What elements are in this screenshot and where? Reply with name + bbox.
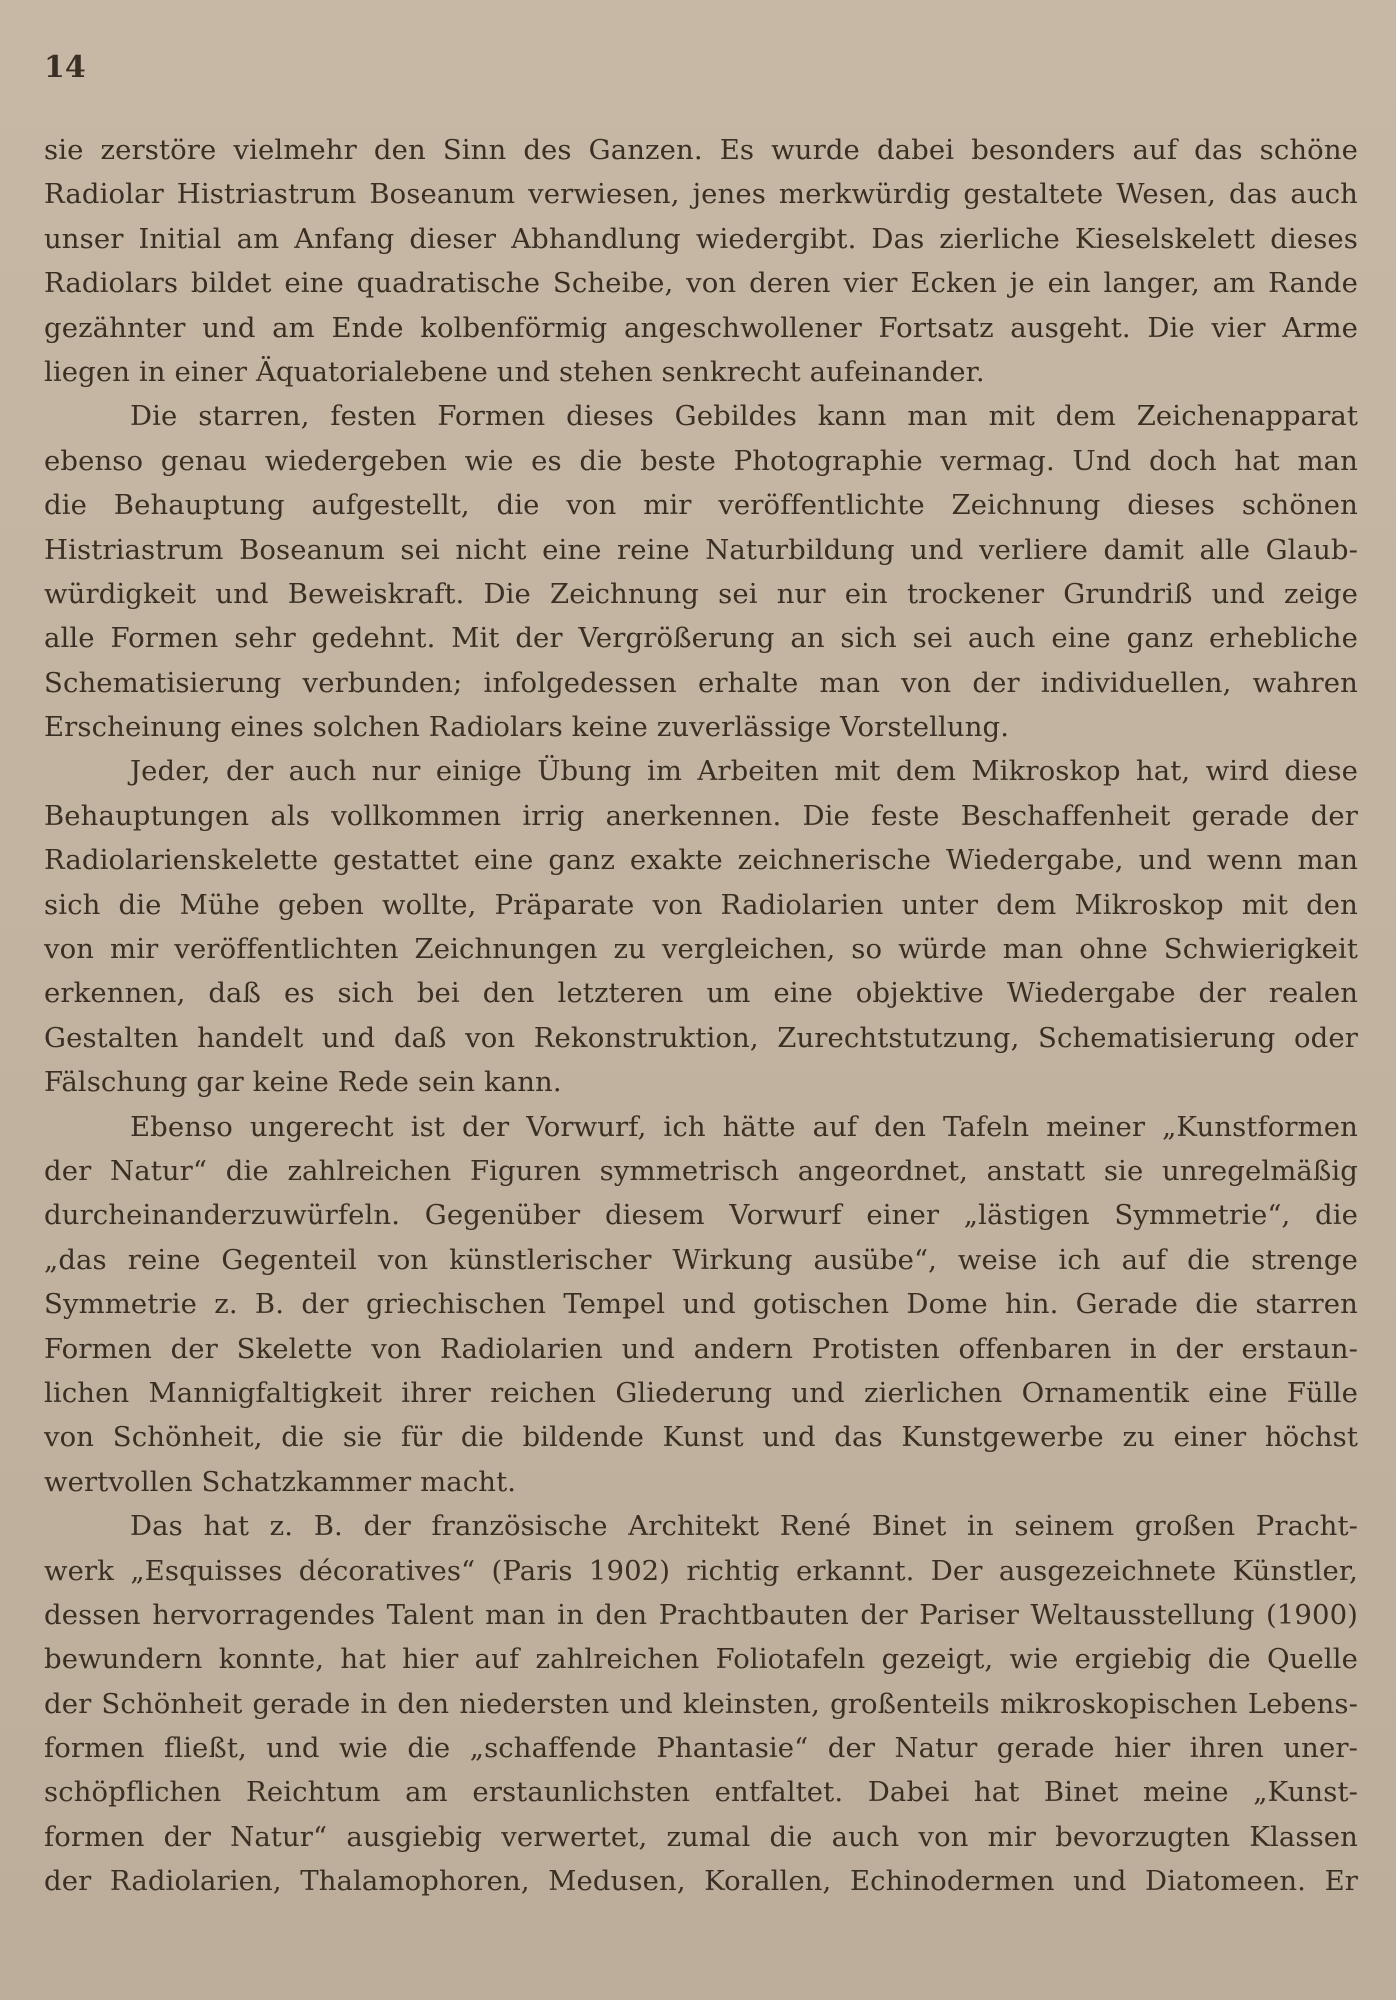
text-line: Schematisierung verbunden; infolgedessen erhalte man von der individuellen, wahren [44, 666, 1358, 699]
text-line: formen fließt, und wie die „schaffende Phantasie“ der Natur gerade hier ihren uner- [44, 1732, 1358, 1765]
text-line: bewundern konnte, hat hier auf zahlreichen Foliotafeln gezeigt, wie ergiebig die Quelle [44, 1643, 1358, 1676]
text-line: Formen der Skelette von Radiolarien und andern Protisten offenbaren in der erstaun- [44, 1332, 1358, 1365]
text-line: gezähnter und am Ende kolbenförmig angeschwollener Fortsatz ausgeht. Die vier Arme [44, 311, 1358, 344]
page-number: 14 [44, 50, 86, 85]
text-line: die Behauptung aufgestellt, die von mir veröffentlichte Zeichnung dieses schönen [44, 489, 1358, 522]
text-line: Radiolarienskelette gestattet eine ganz exakte zeichnerische Wiedergabe, und wenn man [44, 844, 1358, 877]
text-line: unser Initial am Anfang dieser Abhandlung wiedergibt. Das zierliche Kieselskelett dieses [44, 222, 1358, 255]
text-line: der Radiolarien, Thalamophoren, Medusen, Korallen, Echinodermen und Diatomeen. Er [44, 1865, 1358, 1898]
text-line: Behauptungen als vollkommen irrig anerkennen. Die feste Beschaffenheit gerade der [44, 799, 1358, 832]
text-line: wertvollen Schatzkammer macht. [44, 1465, 517, 1498]
text-line: von Schönheit, die sie für die bildende Kunst und das Kunstgewerbe zu einer höchst [44, 1421, 1358, 1454]
text-line: sie zerstöre vielmehr den Sinn des Ganzen. Es wurde dabei besonders auf das schöne [44, 134, 1358, 166]
text-line: sich die Mühe geben wollte, Präparate von Radiolarien unter dem Mikroskop mit den [44, 888, 1358, 921]
text-line: ebenso genau wiedergeben wie es die beste Photographie vermag. Und doch hat man [44, 444, 1358, 477]
text-line: „das reine Gegenteil von künstlerischer Wirkung ausübe“, weise ich auf die strenge [44, 1243, 1358, 1276]
text-line: Symmetrie z. B. der griechischen Tempel und gotischen Dome hin. Gerade die starren [44, 1288, 1358, 1321]
text-line: schöpflichen Reichtum am erstaunlichsten entfaltet. Dabei hat Binet meine „Kunst- [44, 1776, 1358, 1809]
text-line: der Schönheit gerade in den niedersten und kleinsten, großenteils mikroskopischen Lebens- [44, 1687, 1358, 1720]
text-line: werk „Esquisses décoratives“ (Paris 1902) richtig erkannt. Der ausgezeichnete Künstler, [44, 1554, 1358, 1587]
text-line: würdigkeit und Beweiskraft. Die Zeichnung sei nur ein trockener Grundriß und zeige [44, 577, 1358, 610]
text-line: Erscheinung eines solchen Radiolars keine zuverlässige Vorstellung. [44, 711, 1010, 744]
text-line: Die starren, festen Formen dieses Gebildes kann man mit dem Zeichenapparat [130, 400, 1358, 433]
text-line: Gestalten handelt und daß von Rekonstruktion, Zurechtstutzung, Schematisierung oder [44, 1021, 1358, 1054]
text-line: durcheinanderzuwürfeln. Gegenüber diesem Vorwurf einer „lästigen Symmetrie“, die [44, 1199, 1358, 1232]
text-line: Radiolar Histriastrum Boseanum verwiesen, jenes merkwürdig gestaltete Wesen, das auch [44, 178, 1358, 211]
text-line: Das hat z. B. der französische Architekt René Binet in seinem großen Pracht- [130, 1510, 1358, 1543]
text-line: Radiolars bildet eine quadratische Scheibe, von deren vier Ecken je ein langer, am Rande [44, 267, 1358, 300]
body-text [44, 128, 1358, 1904]
text-line: alle Formen sehr gedehnt. Mit der Vergrößerung an sich sei auch eine ganz erhebliche [44, 622, 1358, 655]
text-line: Jeder, der auch nur einige Übung im Arbeiten mit dem Mikroskop hat, wird diese [130, 755, 1358, 788]
text-line: der Natur“ die zahlreichen Figuren symmetrisch angeordnet, anstatt sie unregelmäßig [44, 1154, 1358, 1187]
text-line: dessen hervorragendes Talent man in den Prachtbauten der Pariser Weltausstellung (1900) [44, 1598, 1358, 1631]
text-line: von mir veröffentlichten Zeichnungen zu vergleichen, so würde man ohne Schwierigkeit [44, 933, 1358, 966]
text-line: Histriastrum Boseanum sei nicht eine reine Naturbildung und verliere damit alle Glaub- [44, 533, 1358, 566]
text-line: lichen Mannigfaltigkeit ihrer reichen Gliederung und zierlichen Ornamentik eine Fülle [44, 1376, 1358, 1409]
text-line: Ebenso ungerecht ist der Vorwurf, ich hätte auf den Tafeln meiner „Kunstformen [130, 1110, 1358, 1143]
text-line: liegen in einer Äquatorialebene und stehen senkrecht aufeinander. [44, 355, 985, 388]
text-line: erkennen, daß es sich bei den letzteren um eine objektive Wiedergabe der realen [44, 977, 1358, 1010]
text-line: formen der Natur“ ausgiebig verwertet, zumal die auch von mir bevorzugten Klassen [44, 1820, 1358, 1853]
text-line: Fälschung gar keine Rede sein kann. [44, 1066, 562, 1099]
